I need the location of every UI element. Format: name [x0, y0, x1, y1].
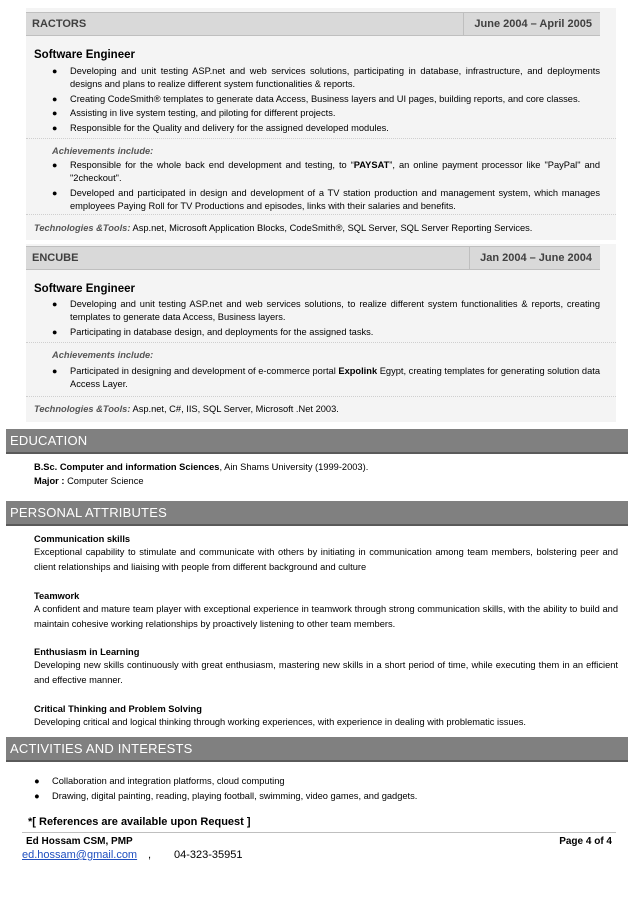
- bullet-icon: ●: [34, 776, 40, 786]
- bullet-icon: ●: [52, 299, 58, 309]
- bullet-icon: ●: [52, 122, 58, 133]
- major-label: Major :: [34, 476, 65, 486]
- education-degree-line: [34, 462, 368, 472]
- divider: [26, 342, 616, 343]
- company-name: ENCUBE: [32, 252, 79, 264]
- divider: [26, 396, 616, 397]
- achievements-list: [34, 365, 600, 393]
- attribute-title: Enthusiasm in Learning: [34, 647, 140, 657]
- achievements-list: [34, 159, 600, 214]
- bullet-icon: ●: [52, 66, 58, 76]
- achievements-label: Achievements include:: [52, 146, 154, 156]
- section-heading-education: EDUCATION: [6, 429, 628, 454]
- attribute-text: Developing new skills continuously with great enthusiasm, mastering new skills in a short period of time, while executing them in an efficient and effective manner.: [34, 660, 618, 685]
- major: Computer Science: [64, 476, 144, 486]
- email-link[interactable]: ed.hossam@gmail.com: [22, 849, 138, 861]
- job-dates: Jan 2004 – June 2004: [469, 247, 600, 269]
- job-role: Software Engineer: [34, 49, 135, 61]
- company-name: RACTORS: [32, 18, 87, 30]
- divider: [26, 214, 616, 215]
- job-dates: June 2004 – April 2005: [463, 13, 600, 35]
- bullet-icon: ●: [52, 108, 58, 119]
- list-item: ● Responsible for the whole back end development and testing, to “PAYSAT”, an online payment processor like "PayPal" and "2checkout".: [52, 160, 600, 183]
- footer-name: Ed Hossam CSM, PMP: [26, 836, 133, 847]
- section-heading-attributes: PERSONAL ATTRIBUTES: [6, 501, 628, 526]
- job-header-2: [26, 246, 600, 270]
- list-item: ● Creating CodeSmith® templates to generate data Access, Business layers and UI pages, building reports, and core classes.: [52, 93, 581, 104]
- degree: B.Sc. Computer and information Sciences: [34, 462, 220, 472]
- school: , Ain Shams University (1999-2003).: [219, 462, 369, 472]
- list-item: ● Responsible for the Quality and delivery for the assigned developed modules.: [52, 122, 389, 133]
- section-heading-activities: ACTIVITIES AND INTERESTS: [6, 737, 628, 762]
- job-role: Software Engineer: [34, 283, 135, 295]
- attribute-text: A confident and mature team player with exceptional experience in teamwork through strong communication skills, with the ability to build and maintain cohesive working relationships by proactively listening to other team members.: [34, 604, 618, 629]
- divider: [26, 138, 616, 139]
- bullet-icon: ●: [52, 366, 58, 376]
- list-item: ● Participating in database design, and deployments for the assigned tasks.: [52, 326, 374, 337]
- references-note: *[ References are available upon Request ]: [28, 816, 251, 828]
- duties-list: [34, 65, 600, 136]
- separator: ,: [148, 849, 152, 861]
- attribute-title: Teamwork: [34, 591, 80, 601]
- technologies-value: Asp.net, C#, IIS, SQL Server, Microsoft .Net 2003.: [130, 404, 339, 414]
- bullet-icon: ●: [52, 187, 58, 198]
- page-footer: [22, 832, 616, 861]
- phone-number: 04-323-35951: [174, 849, 243, 861]
- list-item: ● Developing and unit testing ASP.net and web services solutions, participating in database, infrastructure, and deployments designs and plans to realize different system functionalities & reports.: [52, 66, 600, 89]
- list-item: ● Developed and participated in design and development of a TV station production and management system, which manages employees Paying Roll for TV Productions and episodes, links with their salaries and benefits.: [52, 187, 600, 211]
- bullet-icon: ●: [34, 791, 40, 801]
- list-item: ● Drawing, digital painting, reading, playing football, swimming, video games, and gadgets.: [34, 789, 417, 804]
- technologies-value: Asp.net, Microsoft Application Blocks, CodeSmith®, SQL Server, SQL Server Reporting Services.: [130, 223, 533, 233]
- attribute-text: Developing critical and logical thinking through working experiences, with experience in dealing with problematic issues.: [34, 717, 526, 727]
- page-number: Page 4 of 4: [559, 836, 612, 847]
- bullet-icon: ●: [52, 93, 58, 104]
- attribute-text: Exceptional capability to stimulate and communicate with others by initiating in communication among team members, bolstering peer and client relationships and liaising with people from different background and culture: [34, 547, 618, 572]
- list-item: ● Developing and unit testing ASP.net and web services solutions, to realize different system functionalities & reports, creating templates to generate data Access, Business layers.: [52, 299, 600, 322]
- technologies-line: [34, 404, 339, 414]
- attribute-title: Critical Thinking and Problem Solving: [34, 704, 202, 714]
- education-major-line: [34, 476, 144, 486]
- bullet-icon: ●: [52, 326, 58, 337]
- activities-list: [34, 774, 417, 804]
- technologies-line: [34, 223, 532, 233]
- job-header-1: [26, 12, 600, 36]
- attribute-title: Communication skills: [34, 534, 131, 544]
- duties-list: [34, 298, 600, 340]
- technologies-label: Technologies &Tools:: [34, 404, 131, 414]
- bullet-icon: ●: [52, 160, 58, 170]
- technologies-label: Technologies &Tools:: [34, 223, 131, 233]
- achievements-label: Achievements include:: [52, 350, 154, 360]
- list-item: ● Participated in designing and development of e-commerce portal Expolink Egypt, creating templates for generating solution data Access Layer.: [52, 366, 601, 389]
- list-item: ● Collaboration and integration platforms, cloud computing: [34, 774, 417, 789]
- list-item: ● Assisting in live system testing, and piloting for different projects.: [52, 108, 336, 119]
